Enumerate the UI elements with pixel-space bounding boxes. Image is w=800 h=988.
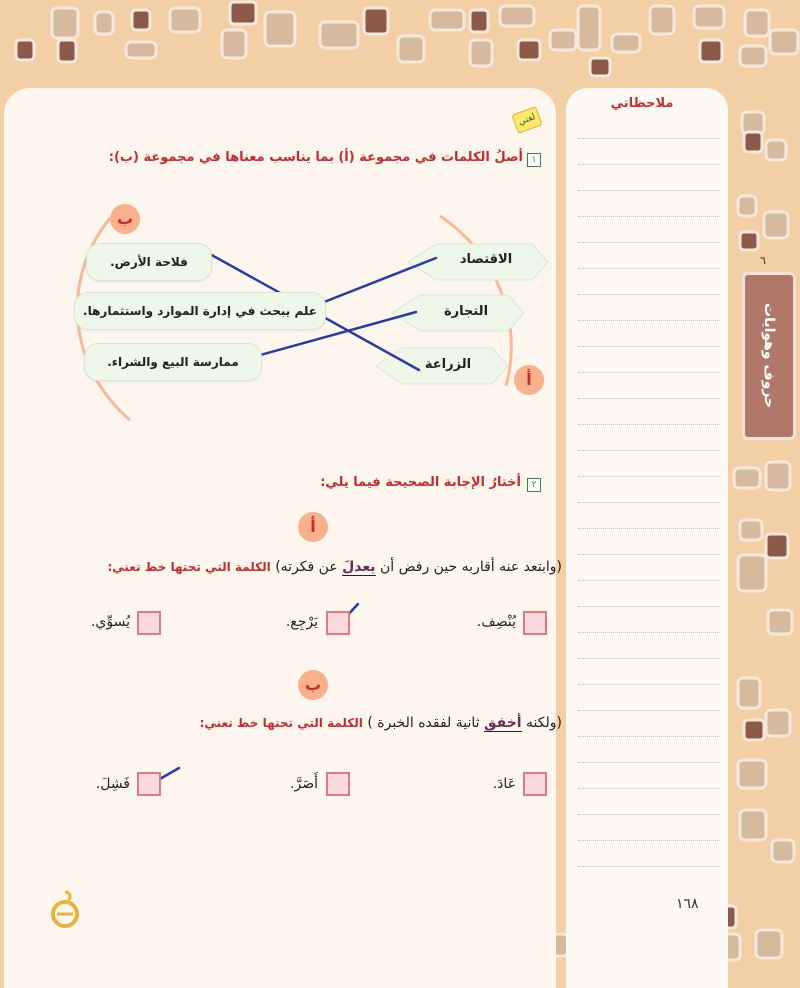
part-b-label: ب [298,670,328,700]
part-a-checkbox-3[interactable] [137,611,161,635]
group-b-label: ب [110,204,140,234]
part-b-checkbox-2[interactable] [326,772,350,796]
part-a-checkbox-2[interactable] [326,611,350,635]
group-a-label: أ [514,365,544,395]
part-b-option-1: عَادَ. [492,776,516,792]
part-b-sentence-after: ثانية لفقده الخبرة ) [362,715,484,731]
publisher-logo-icon [48,888,82,928]
part-a-option-3: يُسوِّي. [90,614,130,630]
part-a-sentence-before: (وابتعد عنه أقاربه حين رفض أن [375,559,562,575]
notes-title: ملاحظاتي [610,96,674,111]
part-a-option-1: يُنْصِف. [476,614,516,630]
q2-number: ٢ [527,478,541,492]
part-a-checkbox-1[interactable] [523,611,547,635]
part-a-underlined-word: يعدلَ [342,559,376,575]
group-a-item-1: الاقتصاد [459,252,513,267]
group-b-item-2: علم يبحث في إدارة الموارد واستثمارها. [74,292,326,330]
part-b-underlined-word: أخفق [484,715,522,731]
q1-number: ١ [527,153,541,167]
unit-number: ٦ [760,254,766,267]
lughati-badge-icon: لغتي [511,106,542,134]
unit-side-tab-label: حروف وهوايات [761,303,777,409]
part-b-prompt: الكلمة التي تحتها خط تعني: [199,716,363,730]
q1-instruction: أصلُ الكلمات في مجموعة (أ) بما يناسب معناها في مجموعة (ب): [108,150,523,165]
group-a-item-2: التجارة [443,304,489,319]
part-b-option-2: أَصَرَّ. [290,776,318,792]
group-b-item-3: ممارسة البيع والشراء. [84,343,262,381]
part-a-label: أ [298,512,328,542]
part-a-option-2: يَرْجِع. [285,614,318,630]
part-b-option-3: فَشِلَ. [95,776,130,792]
part-b-checkbox-1[interactable] [523,772,547,796]
page-number: ١٦٨ [676,896,699,912]
part-b-sentence-before: (ولكنه [521,715,562,731]
group-b-item-1: فلاحة الأرض. [86,243,212,281]
part-a-sentence [107,559,562,575]
group-a-item-3: الزراعة [424,357,472,372]
part-b-checkbox-3[interactable] [137,772,161,796]
part-b-sentence [200,715,562,731]
part-a-prompt: الكلمة التي تحتها خط تعني: [107,560,271,574]
q2-instruction: أختارُ الإجابة الصحيحة فيما يلي: [320,475,521,490]
part-a-sentence-after: عن فكرته) [270,559,343,575]
